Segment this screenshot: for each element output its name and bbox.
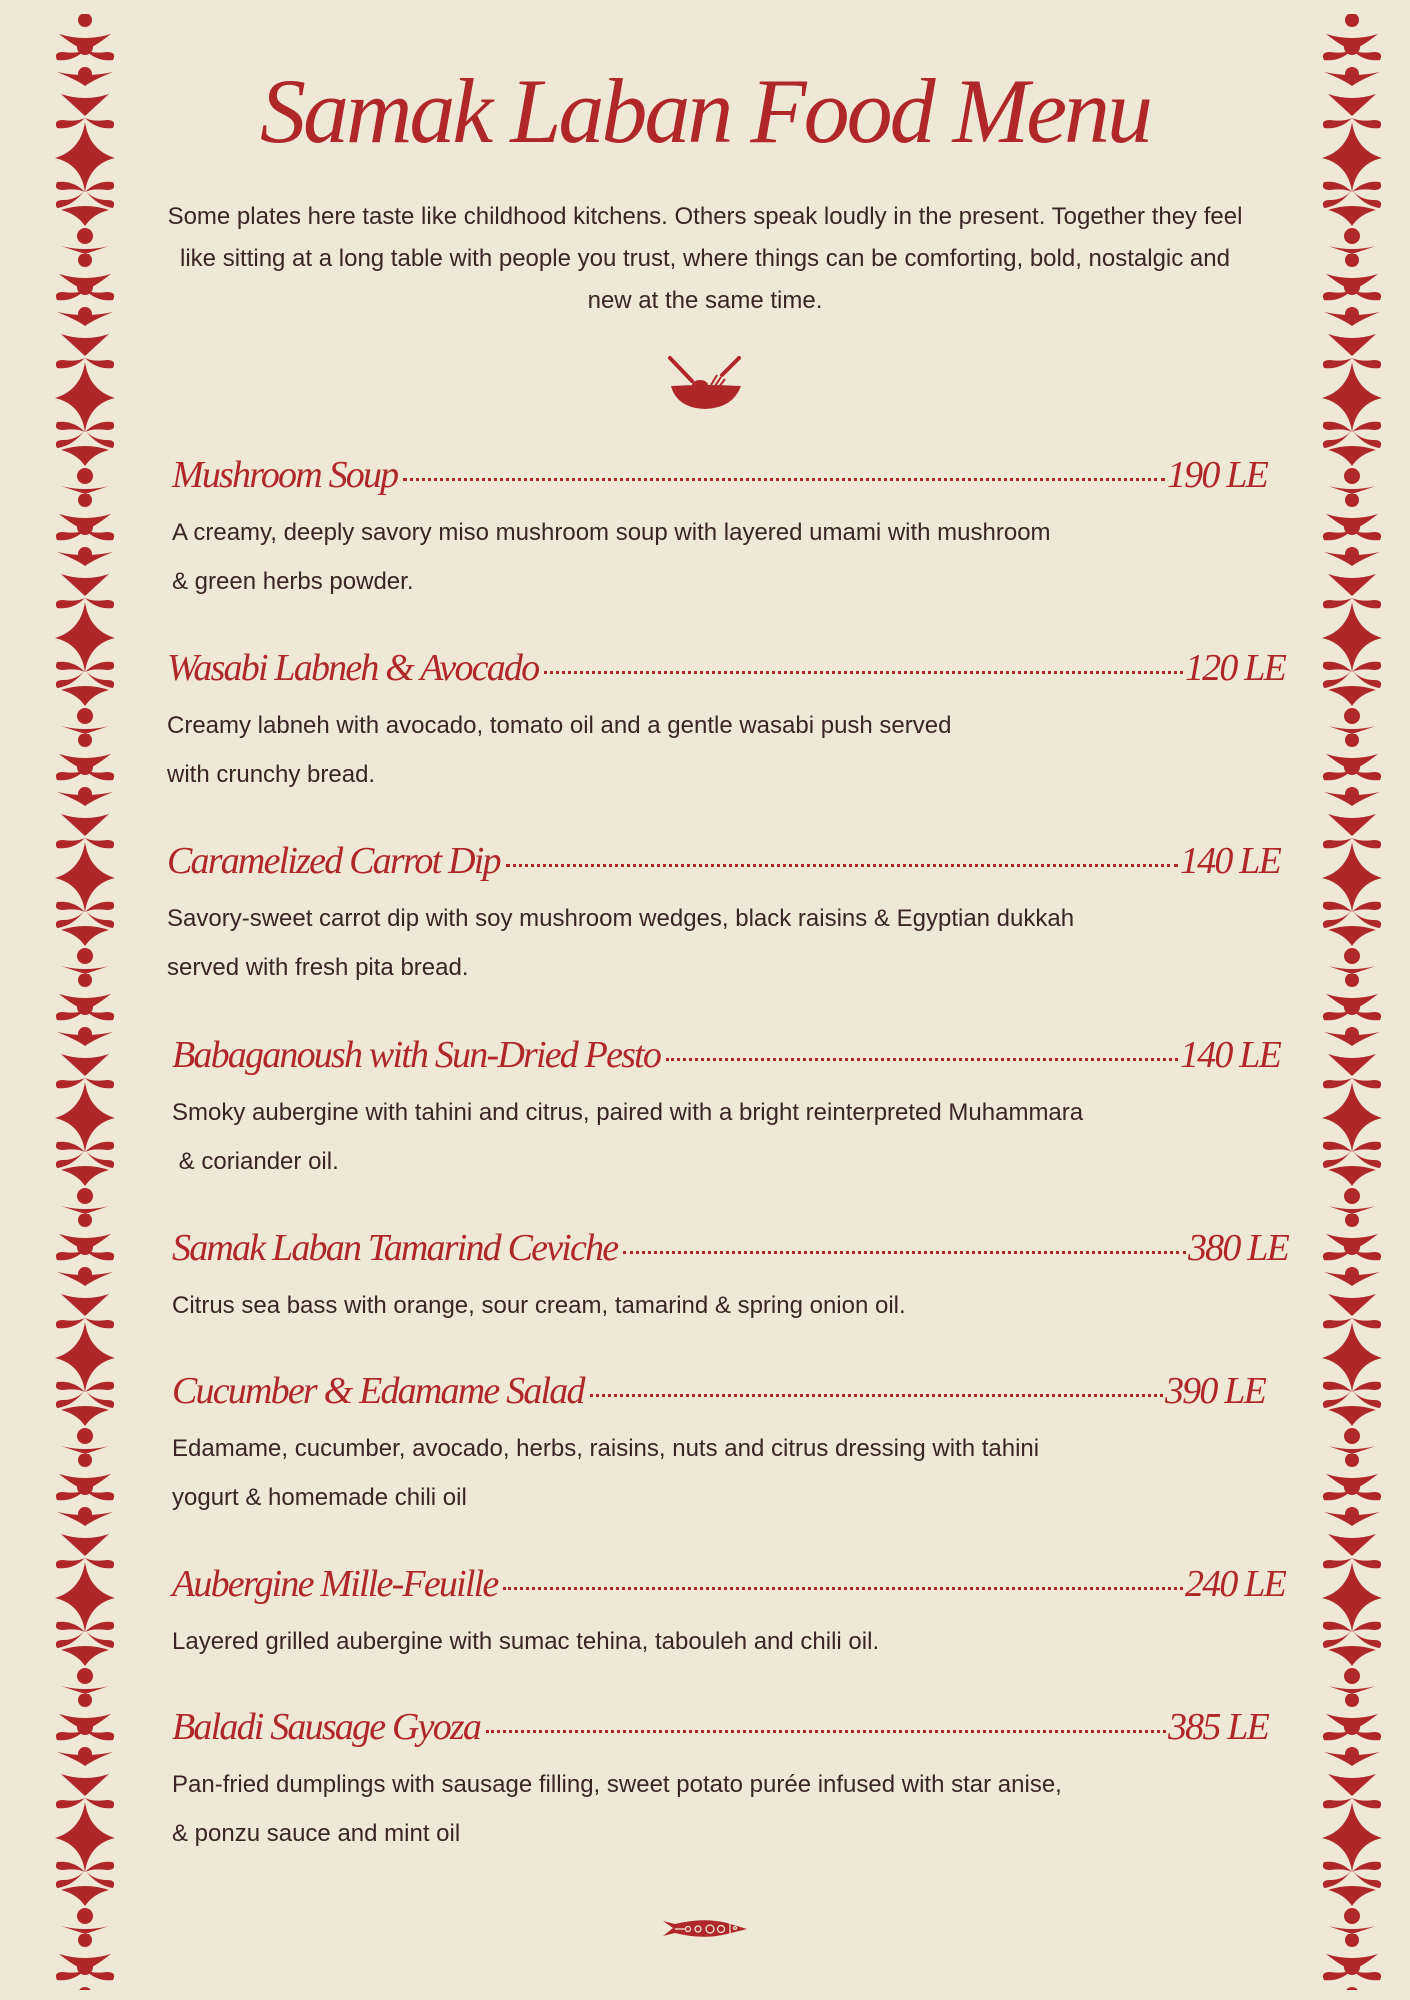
- menu-item-heading: [172, 1704, 1268, 1750]
- menu-item-heading: [167, 645, 1285, 691]
- menu-item-description: [167, 701, 1285, 799]
- dot-leader: [666, 1058, 1178, 1061]
- menu-item: [172, 1225, 1288, 1330]
- menu-item: [172, 1368, 1265, 1522]
- menu-item-name: Cucumber & Edamame Salad: [172, 1370, 584, 1412]
- description-line: A creamy, deeply savory miso mushroom soup with layered umami with mushroom: [172, 519, 1051, 546]
- menu-item: [172, 1561, 1285, 1666]
- menu-item-name: Wasabi Labneh & Avocado: [167, 647, 539, 689]
- menu-item-description: [172, 1088, 1280, 1186]
- description-line: served with fresh pita bread.: [167, 954, 469, 981]
- menu-item-heading: [167, 838, 1280, 884]
- description-line: Creamy labneh with avocado, tomato oil and a gentle wasabi push served: [167, 712, 952, 739]
- dot-leader: [403, 478, 1165, 481]
- menu-item-name: Baladi Sausage Gyoza: [172, 1706, 481, 1748]
- description-line: yogurt & homemade chili oil: [172, 1484, 467, 1511]
- left-ornamental-border: [53, 14, 117, 1990]
- menu-item: [172, 1032, 1280, 1186]
- dot-leader: [486, 1730, 1166, 1733]
- menu-item-name: Mushroom Soup: [172, 454, 398, 496]
- bowl-with-utensils-icon: [667, 355, 745, 411]
- menu-item-price: 120 LE: [1184, 647, 1285, 689]
- dot-leader: [623, 1251, 1186, 1254]
- description-line: Savory-sweet carrot dip with soy mushroom wedges, black raisins & Egyptian dukkah: [167, 905, 1075, 932]
- menu-item-price: 190 LE: [1166, 454, 1267, 496]
- dot-leader: [503, 1587, 1183, 1590]
- menu-item-name: Samak Laban Tamarind Ceviche: [172, 1227, 618, 1269]
- menu-item-price: 140 LE: [1179, 1034, 1280, 1076]
- dot-leader: [506, 864, 1178, 867]
- menu-item: [172, 1704, 1268, 1858]
- description-line: & ponzu sauce and mint oil: [172, 1820, 461, 1847]
- page-title: Samak Laban Food Menu: [259, 60, 1151, 162]
- menu-item-heading: [172, 1368, 1265, 1414]
- description-line: Citrus sea bass with orange, sour cream, tamarind & spring onion oil.: [172, 1292, 906, 1319]
- menu-item-name: Caramelized Carrot Dip: [167, 840, 500, 882]
- description-line: Layered grilled aubergine with sumac tehina, tabouleh and chili oil.: [172, 1628, 880, 1655]
- menu-item: [172, 452, 1267, 606]
- menu-item-price: 240 LE: [1184, 1563, 1285, 1605]
- description-line: with crunchy bread.: [167, 761, 376, 788]
- menu-item-description: [172, 1760, 1268, 1858]
- intro-text: Some plates here taste like childhood kitchens. Others speak loudly in the present. Together they feel like sitting at a long table with people you trust, where things can be comforting, bold, nostalgic and new at the same time.: [167, 203, 1243, 314]
- menu-item-name: Babaganoush with Sun-Dried Pesto: [172, 1034, 661, 1076]
- dot-leader: [590, 1394, 1163, 1397]
- menu-item-price: 140 LE: [1179, 840, 1280, 882]
- menu-item: [167, 645, 1285, 799]
- menu-item-description: [172, 508, 1267, 606]
- menu-item-heading: [172, 1032, 1280, 1078]
- description-line: & green herbs powder.: [172, 568, 414, 595]
- menu-item-heading: [172, 1561, 1285, 1607]
- menu-item-heading: [172, 452, 1267, 498]
- menu-item-price: 380 LE: [1187, 1227, 1288, 1269]
- menu-item-description: [172, 1424, 1265, 1522]
- description-line: Edamame, cucumber, avocado, herbs, raisins, nuts and citrus dressing with tahini: [172, 1435, 1040, 1462]
- menu-item-description: [172, 1281, 1288, 1330]
- menu-item-description: [172, 1617, 1285, 1666]
- menu-item-price: 390 LE: [1164, 1370, 1265, 1412]
- description-line: & coriander oil.: [172, 1148, 339, 1175]
- menu-item-heading: [172, 1225, 1288, 1271]
- description-line: Pan-fried dumplings with sausage filling, sweet potato purée infused with star anise,: [172, 1771, 1062, 1798]
- menu-item-description: [167, 894, 1280, 992]
- menu-item-price: 385 LE: [1167, 1706, 1268, 1748]
- dot-leader: [544, 671, 1183, 674]
- menu-item: [167, 838, 1280, 992]
- fish-icon: [663, 1918, 749, 1940]
- menu-item-name: Aubergine Mille-Feuille: [172, 1563, 498, 1605]
- description-line: Smoky aubergine with tahini and citrus, paired with a bright reinterpreted Muhammara: [172, 1099, 1084, 1126]
- right-ornamental-border: [1320, 14, 1384, 1990]
